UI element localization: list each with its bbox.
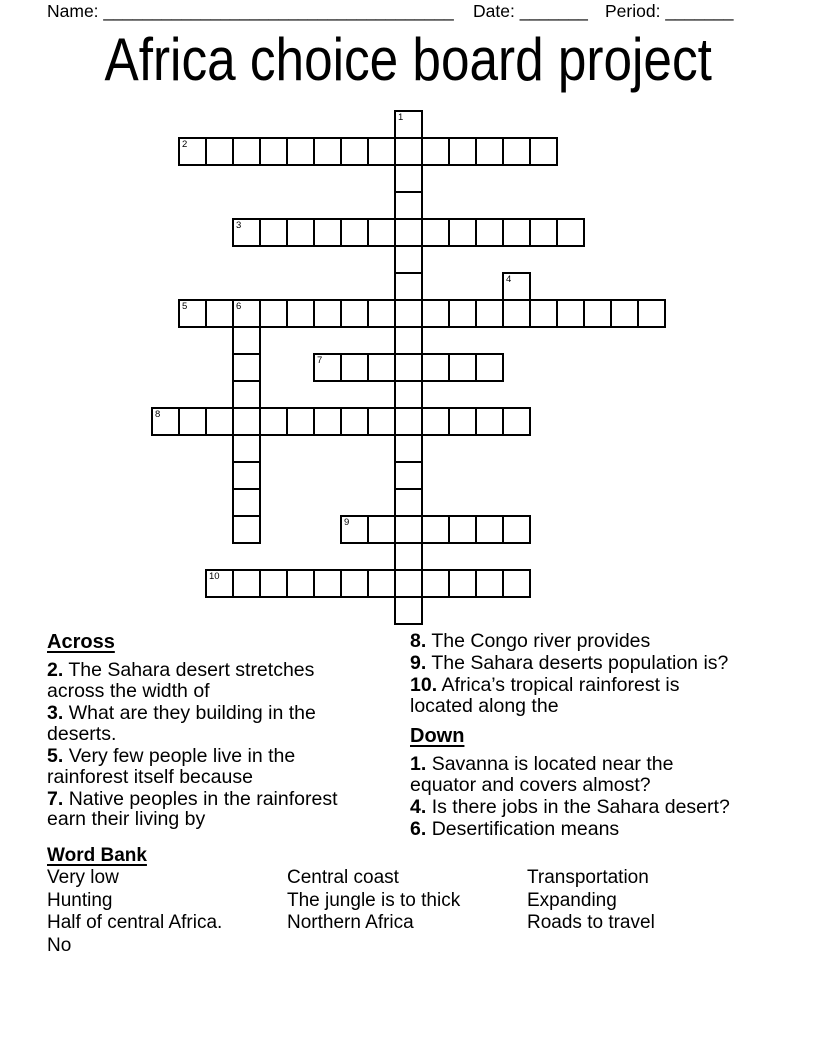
clue-text: The Sahara desert stretches across the width of — [47, 659, 315, 702]
clue-text: Is there jobs in the Sahara desert? — [431, 795, 730, 818]
grid-cell — [448, 515, 477, 544]
grid-cell — [313, 218, 342, 247]
grid-cell — [340, 569, 369, 598]
grid-cell — [286, 218, 315, 247]
grid-cell — [340, 407, 369, 436]
cell-number: 1 — [398, 112, 404, 123]
grid-cell — [367, 299, 396, 328]
grid-cell — [583, 299, 612, 328]
word-bank-item: Hunting — [47, 889, 113, 911]
grid-cell — [448, 299, 477, 328]
grid-cell — [232, 515, 261, 544]
grid-cell — [610, 299, 639, 328]
title-row — [0, 26, 816, 93]
word-bank-item: Very low — [47, 867, 119, 888]
grid-cell — [367, 407, 396, 436]
grid-cell — [556, 299, 585, 328]
grid-cell — [394, 299, 423, 328]
grid-cell — [259, 218, 288, 247]
grid-cell — [232, 569, 261, 598]
grid-cell — [232, 353, 261, 382]
grid-cell — [394, 407, 423, 436]
word-bank-item: The jungle is to thick — [287, 889, 461, 911]
page-title: Africa choice board project — [104, 26, 712, 93]
clue-number: 5. — [47, 744, 64, 767]
clue-down-6 — [410, 819, 742, 840]
cell-number: 5 — [182, 301, 188, 312]
grid-cell — [313, 353, 342, 382]
grid-cell — [502, 272, 531, 301]
word-bank-item: Central coast — [287, 867, 399, 888]
clue-number: 6. — [410, 817, 427, 840]
grid-cell — [205, 137, 234, 166]
grid-cell — [475, 515, 504, 544]
clue-number: 7. — [47, 787, 64, 810]
grid-cell — [475, 353, 504, 382]
grid-cell — [448, 353, 477, 382]
grid-cell — [556, 218, 585, 247]
clue-text: What are they building in the deserts. — [47, 701, 316, 745]
cell-number: 8 — [155, 409, 161, 420]
across-heading: Across — [47, 631, 115, 653]
word-bank-item: No — [47, 934, 72, 956]
grid-cell — [178, 407, 207, 436]
grid-cell — [421, 569, 450, 598]
grid-cell — [394, 191, 423, 220]
grid-cell — [313, 299, 342, 328]
grid-cell — [259, 137, 288, 166]
clue-down-1 — [410, 754, 742, 795]
clue-text: Africa’s tropical rainforest is located along the — [410, 674, 680, 718]
grid-cell — [394, 380, 423, 409]
period-blank-line: _______ — [660, 1, 734, 21]
clue-number: 2. — [47, 659, 64, 681]
grid-cell — [394, 272, 423, 301]
clue-number: 9. — [410, 652, 427, 675]
cell-number: 3 — [236, 220, 242, 231]
grid-cell — [394, 596, 423, 625]
grid-cell — [232, 434, 261, 463]
grid-cell — [259, 569, 288, 598]
clue-text: Very few people live in the rainforest itself because — [47, 744, 296, 788]
grid-cell — [394, 110, 423, 139]
grid-cell — [394, 326, 423, 355]
grid-cell — [529, 299, 558, 328]
grid-cell — [340, 299, 369, 328]
word-bank-column — [287, 867, 460, 935]
grid-cell — [475, 407, 504, 436]
clue-text: Savanna is located near the equator and covers almost? — [410, 752, 674, 796]
grid-cell — [367, 218, 396, 247]
clue-number: 3. — [47, 701, 64, 724]
grid-cell — [313, 407, 342, 436]
grid-cell — [367, 515, 396, 544]
grid-cell — [529, 218, 558, 247]
grid-cell — [340, 515, 369, 544]
clue-number: 1. — [410, 752, 427, 775]
grid-cell — [421, 137, 450, 166]
word-bank-item: Northern Africa — [287, 912, 414, 933]
grid-cell — [232, 461, 261, 490]
grid-cell — [394, 137, 423, 166]
clue-across-9 — [410, 653, 742, 674]
clue-number: 8. — [410, 630, 427, 652]
grid-cell — [232, 488, 261, 517]
word-bank-column — [47, 867, 222, 957]
grid-cell — [448, 569, 477, 598]
clue-down-4 — [410, 797, 742, 818]
grid-cell — [340, 137, 369, 166]
clue-text: The Sahara deserts population is? — [431, 652, 729, 675]
grid-cell — [151, 407, 180, 436]
grid-cell — [637, 299, 666, 328]
date-blank-line: _______ — [514, 1, 588, 21]
grid-cell — [394, 461, 423, 490]
grid-cell — [313, 569, 342, 598]
cell-number: 4 — [506, 274, 512, 285]
grid-cell — [502, 218, 531, 247]
grid-cell — [313, 137, 342, 166]
grid-cell — [232, 326, 261, 355]
clue-text: The Congo river provides — [431, 630, 651, 652]
clue-number: 10. — [410, 674, 438, 697]
date-field — [473, 1, 588, 21]
period-field — [605, 1, 733, 21]
grid-cell — [421, 299, 450, 328]
word-bank-item: Transportation — [527, 867, 649, 888]
cell-number: 10 — [209, 571, 220, 582]
grid-cell — [421, 407, 450, 436]
grid-cell — [232, 299, 261, 328]
grid-cell — [421, 218, 450, 247]
grid-cell — [394, 353, 423, 382]
grid-cell — [475, 137, 504, 166]
clue-across-2 — [47, 660, 367, 701]
word-bank-item: Roads to travel — [527, 912, 655, 933]
grid-cell — [448, 218, 477, 247]
word-bank-heading: Word Bank — [47, 845, 147, 866]
grid-cell — [502, 137, 531, 166]
grid-cell — [394, 164, 423, 193]
name-blank-line: ____________________________________ — [98, 1, 454, 21]
period-label: Period: — [605, 1, 661, 21]
clue-text: Native peoples in the rainforest earn their living by — [47, 787, 338, 831]
grid-cell — [394, 542, 423, 571]
grid-cell — [232, 218, 261, 247]
down-heading: Down — [410, 724, 465, 747]
clue-text: Desertification means — [431, 817, 620, 840]
name-label: Name: — [47, 1, 99, 21]
grid-cell — [286, 569, 315, 598]
grid-cell — [394, 569, 423, 598]
grid-cell — [367, 353, 396, 382]
grid-cell — [286, 299, 315, 328]
date-label: Date: — [473, 1, 515, 21]
grid-cell — [259, 407, 288, 436]
grid-cell — [394, 218, 423, 247]
clues-left-column — [47, 631, 367, 832]
grid-cell — [448, 137, 477, 166]
grid-cell — [367, 137, 396, 166]
grid-cell — [502, 515, 531, 544]
grid-cell — [475, 218, 504, 247]
cell-number: 6 — [236, 301, 242, 312]
grid-cell — [340, 218, 369, 247]
clue-across-5 — [47, 746, 367, 787]
grid-cell — [178, 137, 207, 166]
word-bank-item: Expanding — [527, 889, 617, 911]
grid-cell — [259, 299, 288, 328]
grid-cell — [232, 137, 261, 166]
word-bank — [47, 845, 787, 956]
cell-number: 2 — [182, 139, 188, 150]
word-bank-column — [527, 867, 655, 935]
grid-cell — [205, 299, 234, 328]
grid-cell — [205, 407, 234, 436]
cell-number: 9 — [344, 517, 350, 528]
grid-cell — [340, 353, 369, 382]
grid-cell — [502, 299, 531, 328]
grid-cell — [529, 137, 558, 166]
word-bank-item: Half of central Africa. — [47, 912, 223, 933]
grid-cell — [367, 569, 396, 598]
clue-across-8 — [410, 631, 742, 652]
clue-across-10 — [410, 675, 742, 716]
grid-cell — [394, 515, 423, 544]
name-field — [47, 1, 454, 21]
clue-number: 4. — [410, 795, 427, 818]
grid-cell — [502, 569, 531, 598]
clue-across-7 — [47, 789, 367, 830]
grid-cell — [394, 434, 423, 463]
grid-cell — [205, 569, 234, 598]
grid-cell — [232, 380, 261, 409]
grid-cell — [502, 407, 531, 436]
grid-cell — [475, 299, 504, 328]
clues-right-column — [410, 631, 742, 841]
grid-cell — [286, 407, 315, 436]
grid-cell — [394, 488, 423, 517]
grid-cell — [421, 353, 450, 382]
grid-cell — [178, 299, 207, 328]
grid-cell — [475, 569, 504, 598]
clue-across-3 — [47, 703, 367, 744]
grid-cell — [448, 407, 477, 436]
grid-cell — [286, 137, 315, 166]
cell-number: 7 — [317, 355, 323, 366]
grid-cell — [421, 515, 450, 544]
grid-cell — [394, 245, 423, 274]
crossword-grid — [151, 110, 667, 626]
grid-cell — [232, 407, 261, 436]
